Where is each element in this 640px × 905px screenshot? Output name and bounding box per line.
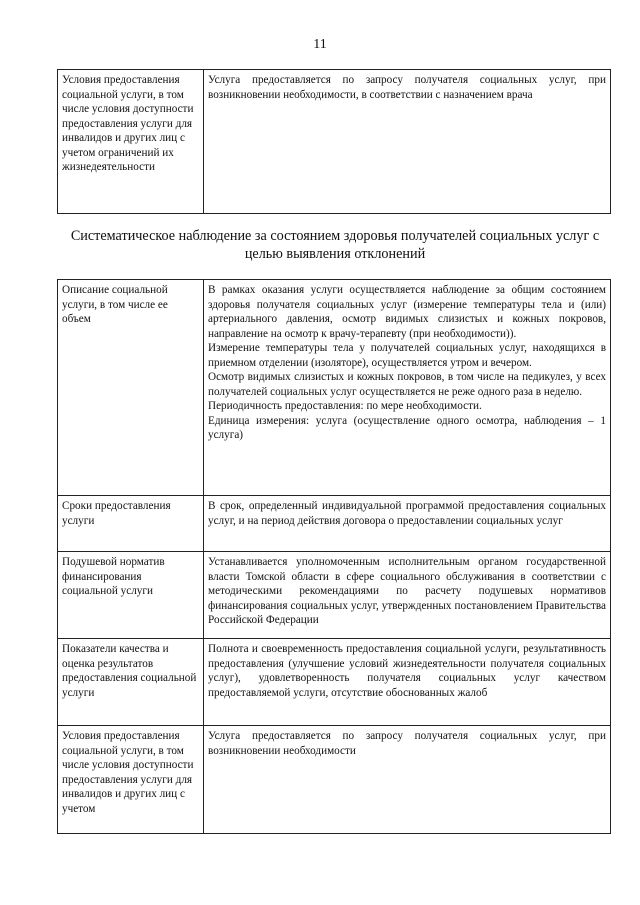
row-value bbox=[204, 280, 611, 496]
table-row bbox=[58, 552, 611, 639]
row-value: Услуга предоставляется по запросу получателя социальных услуг, при возникновении необходимости, в соответствии с назначением врача bbox=[204, 70, 611, 214]
paragraph: Устанавливается уполномоченным исполнительным органом государственной власти Томской области в сфере социального обслуживания в соответствии с методическими рекомендациями по расчету подушевых нормативов финансирования социальных услуг, утвержденных постановлением Правительства Российской Федерации bbox=[208, 556, 606, 626]
paragraph: Полнота и своевременность предоставления социальной услуги, результативность предоставления (улучшение условий жизнедеятельности получателя социальных услуг), удовлетворенность получателя социальных услуг качеством предоставляемой услуги, отсутствие обоснованных жалоб bbox=[208, 643, 606, 699]
paragraph: Осмотр видимых слизистых и кожных покровов, в том числе на педикулез, у всех получателей социальных услуг осуществляется не реже одного раза в неделю. bbox=[208, 371, 606, 398]
paragraph: Единица измерения: услуга (осуществление одного осмотра, наблюдения – 1 услуга) bbox=[208, 414, 606, 441]
table-row bbox=[58, 280, 611, 496]
table-row bbox=[58, 726, 611, 834]
page-number: 11 bbox=[313, 37, 327, 52]
row-label: Условия предоставления социальной услуги, в том числе условия доступности предоставления услуги для инвалидов и других лиц с учетом bbox=[58, 726, 204, 834]
service-description-table bbox=[57, 279, 611, 834]
row-value bbox=[204, 496, 611, 552]
row-value bbox=[204, 552, 611, 639]
paragraph: В срок, определенный индивидуальной программой предоставления социальных услуг, и на период действия договора о предоставлении социальных услуг bbox=[208, 500, 606, 527]
row-value bbox=[204, 639, 611, 726]
table-row bbox=[58, 70, 611, 214]
conditions-table-top bbox=[57, 69, 611, 214]
row-label: Сроки предоставления услуги bbox=[58, 496, 204, 552]
row-value bbox=[204, 726, 611, 834]
row-label: Подушевой норматив финансирования социальной услуги bbox=[58, 552, 204, 639]
table-row bbox=[58, 496, 611, 552]
table-row bbox=[58, 639, 611, 726]
paragraph: Измерение температуры тела у получателей социальных услуг, находящихся в приемном отделении (изоляторе), осуществляется утром и вечером. bbox=[208, 342, 606, 369]
paragraph: Услуга предоставляется по запросу получателя социальных услуг, при возникновении необходимости bbox=[208, 730, 606, 757]
paragraph: В рамках оказания услуги осуществляется наблюдение за общим состоянием здоровья получателя социальных услуг (измерение температуры тела и (или) артериального давления, осмотр видимых слизистых и кожных покровов, направление на осмотр к врачу-терапевту (при необходимости)). bbox=[208, 284, 606, 340]
row-label: Условия предоставления социальной услуги, в том числе условия доступности предоставления услуги для инвалидов и других лиц с учетом ограничений их жизнедеятельности bbox=[58, 70, 204, 214]
section-title: Систематическое наблюдение за состоянием здоровья получателей социальных услуг с целью выявления отклонений bbox=[70, 228, 600, 262]
row-label: Показатели качества и оценка результатов предоставления социальной услуги bbox=[58, 639, 204, 726]
row-label: Описание социальной услуги, в том числе ее объем bbox=[58, 280, 204, 496]
paragraph: Периодичность предоставления: по мере необходимости. bbox=[208, 400, 482, 412]
